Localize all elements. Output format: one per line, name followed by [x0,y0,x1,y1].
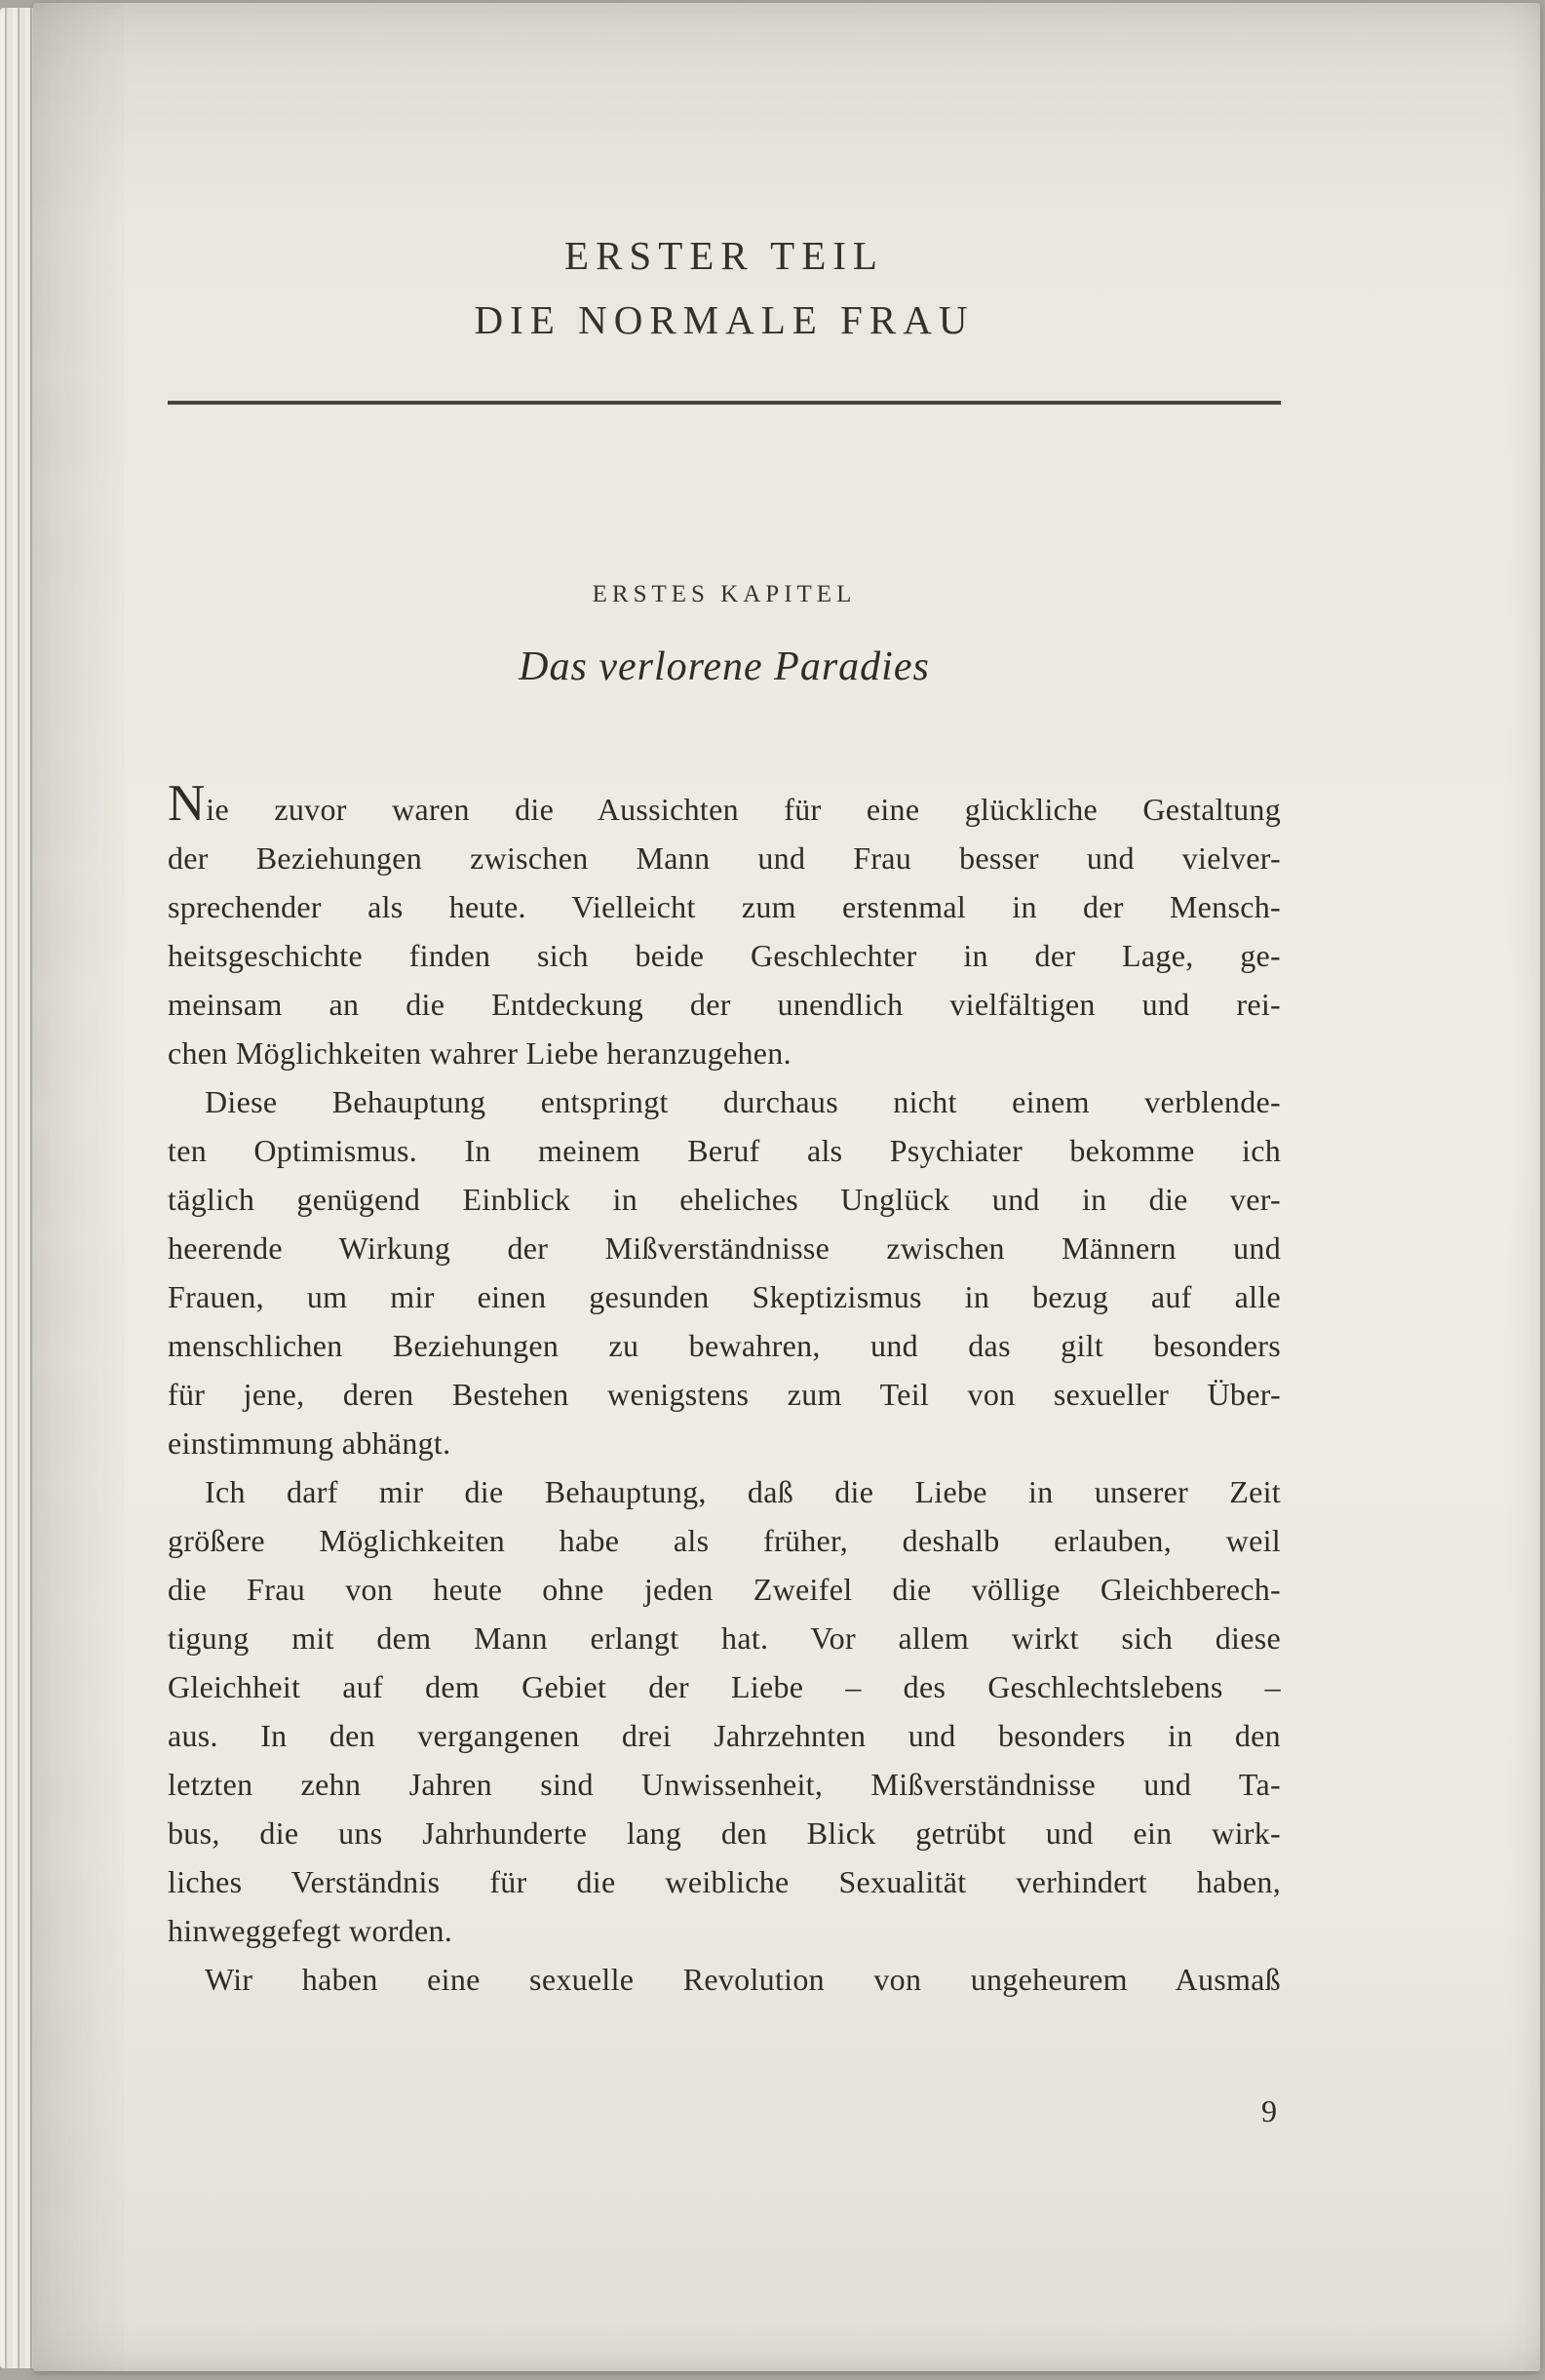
initial-capital: N [168,775,207,832]
text-line: chen Möglichkeiten wahrer Liebe heranzugehen. [168,1035,792,1071]
title-rule [168,401,1281,405]
paragraph [168,1077,1281,1467]
part-title [168,223,1281,352]
text-line: Nie zuvor waren die Aussichten für eine glückliche Gestaltung [168,775,1281,832]
text-line: für jene, deren Bestehen wenigstens zum Teil von sexueller Über- [168,1377,1281,1412]
text-line: liches Verständnis für die weibliche Sexualität verhindert haben, [168,1864,1281,1899]
text-line: bus, die uns Jahrhunderte lang den Blick getrübt und ein wirk- [168,1815,1281,1851]
text-line: heerende Wirkung der Mißverständnisse zwischen Männern und [168,1230,1281,1266]
text-line: ten Optimismus. In meinem Beruf als Psychiater bekomme ich [168,1133,1281,1168]
chapter-label: ERSTES KAPITEL [592,581,857,607]
text-line: der Beziehungen zwischen Mann und Frau besser und vielver- [168,840,1281,876]
text-line: hinweggefegt worden. [168,1913,453,1948]
text-line: Gleichheit auf dem Gebiet der Liebe – des Geschlechtslebens – [168,1669,1281,1704]
text-line: einstimmung abhängt. [168,1425,451,1461]
text-line: heitsgeschichte finden sich beide Geschlechter in der Lage, ge- [168,938,1281,973]
text-line: Diese Behauptung entspringt durchaus nicht einem verblende- [205,1084,1281,1119]
paragraph [168,775,1281,1077]
body-text [168,775,1281,2004]
text-line: menschlichen Beziehungen zu bewahren, und das gilt besonders [168,1328,1281,1363]
text-line: meinsam an die Entdeckung der unendlich vielfältigen und rei- [168,987,1281,1022]
text-line: die Frau von heute ohne jeden Zweifel die völlige Gleichberech- [168,1572,1281,1607]
part-title-line-1: ERSTER TEIL [564,233,884,278]
paragraph [168,1955,1281,2004]
text-line: täglich genügend Einblick in eheliches Unglück und in die ver- [168,1182,1281,1217]
paragraph [168,1467,1281,1955]
text-line: Frauen, um mir einen gesunden Skeptizismus in bezug auf alle [168,1279,1281,1314]
text-line: sprechender als heute. Vielleicht zum erstenmal in der Mensch- [168,889,1281,924]
chapter-title: Das verlorene Paradies [519,644,930,689]
part-title-line-2: DIE NORMALE FRAU [474,297,975,342]
page-content [168,223,1281,2129]
page-number: 9 [1261,2093,1277,2128]
text-line: tigung mit dem Mann erlangt hat. Vor allem wirkt sich diese [168,1620,1281,1656]
text-line: letzten zehn Jahren sind Unwissenheit, Mißverständnisse und Ta- [168,1767,1281,1802]
book-page [33,3,1540,2371]
text-line: Wir haben eine sexuelle Revolution von ungeheurem Ausmaß [205,1962,1281,1997]
text-line: größere Möglichkeiten habe als früher, deshalb erlauben, weil [168,1523,1281,1558]
text-line: Ich darf mir die Behauptung, daß die Liebe in unserer Zeit [205,1474,1281,1509]
text-line: aus. In den vergangenen drei Jahrzehnten und besonders in den [168,1718,1281,1753]
